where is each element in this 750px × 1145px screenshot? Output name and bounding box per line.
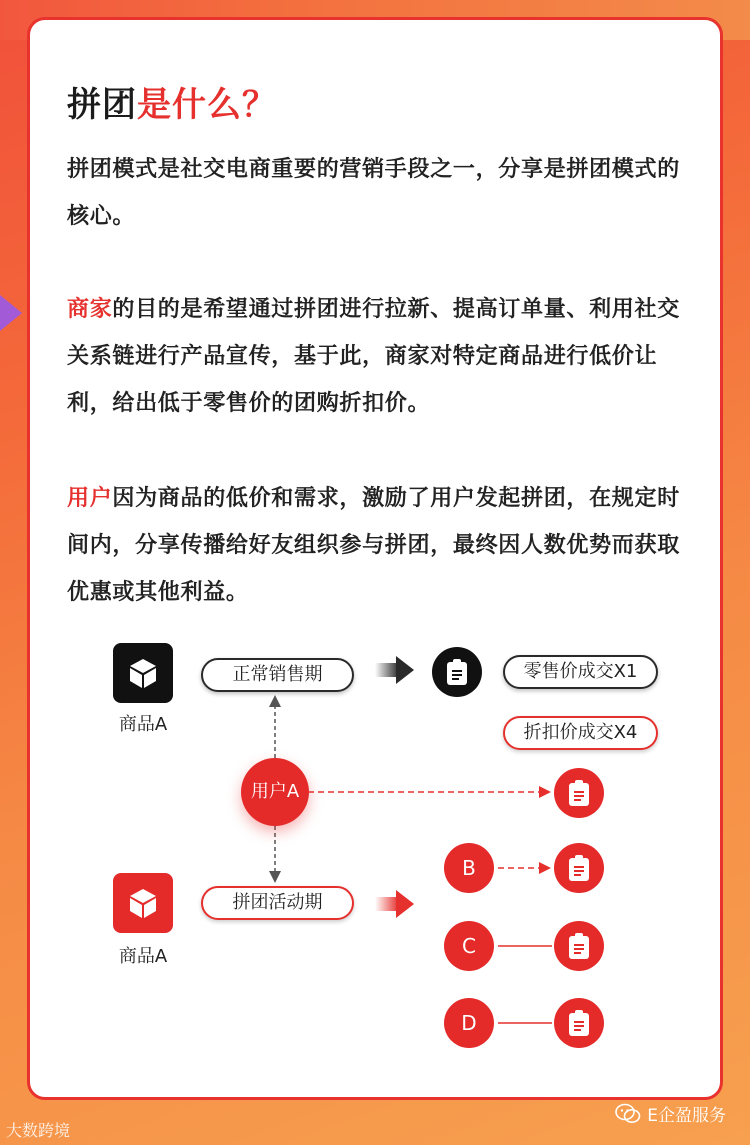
watermark-left-text: 大数跨境	[6, 1121, 71, 1140]
clipboard-icon	[432, 647, 482, 697]
member-d-node: D	[444, 998, 494, 1048]
member-c-node: C	[444, 921, 494, 971]
content-card	[27, 17, 723, 1100]
paragraph-merchant-text: 的目的是希望通过拼团进行拉新、提高订单量、利用社交关系链进行产品宣传，基于此，商家对特定商品进行低价让利，给出低于零售价的团购折扣价。	[67, 297, 680, 416]
user-a-node: 用户A	[241, 758, 309, 826]
arrow-right-icon	[375, 890, 414, 918]
clipboard-icon	[554, 843, 604, 893]
wechat-icon	[615, 1103, 641, 1130]
diagram-connectors	[30, 20, 726, 1103]
decorative-triangle	[0, 295, 22, 331]
product-top-label: 商品A	[118, 714, 168, 735]
clipboard-icon	[554, 768, 604, 818]
cube-icon	[113, 643, 173, 703]
watermark-right-text: E企盈服务	[647, 1106, 726, 1126]
watermark-right	[615, 1101, 726, 1130]
title-part1: 拼团	[67, 85, 137, 125]
clipboard-icon	[554, 921, 604, 971]
clipboard-icon	[554, 998, 604, 1048]
member-b-node: B	[444, 843, 494, 893]
discount-deal-pill: 折扣价成交X4	[503, 716, 658, 750]
title-part2: 是什么？	[137, 85, 277, 125]
group-period-pill: 拼团活动期	[201, 886, 354, 920]
normal-period-pill: 正常销售期	[201, 658, 354, 692]
user-highlight: 用户	[67, 486, 113, 511]
group-buy-diagram	[30, 20, 726, 1103]
arrow-right-icon	[375, 656, 414, 684]
paragraph-user-text: 因为商品的低价和需求，激励了用户发起拼团，在规定时间内，分享传播给好友组织参与拼团，最终因人数优势而获取优惠或其他利益。	[67, 486, 680, 605]
watermark-left	[6, 1118, 70, 1141]
retail-deal-pill: 零售价成交X1	[503, 655, 658, 689]
cube-icon	[113, 873, 173, 933]
product-bottom-label: 商品A	[118, 946, 168, 967]
paragraph-intro-text: 拼团模式是社交电商重要的营销手段之一，分享是拼团模式的核心。	[67, 157, 680, 229]
merchant-highlight: 商家	[67, 297, 113, 322]
